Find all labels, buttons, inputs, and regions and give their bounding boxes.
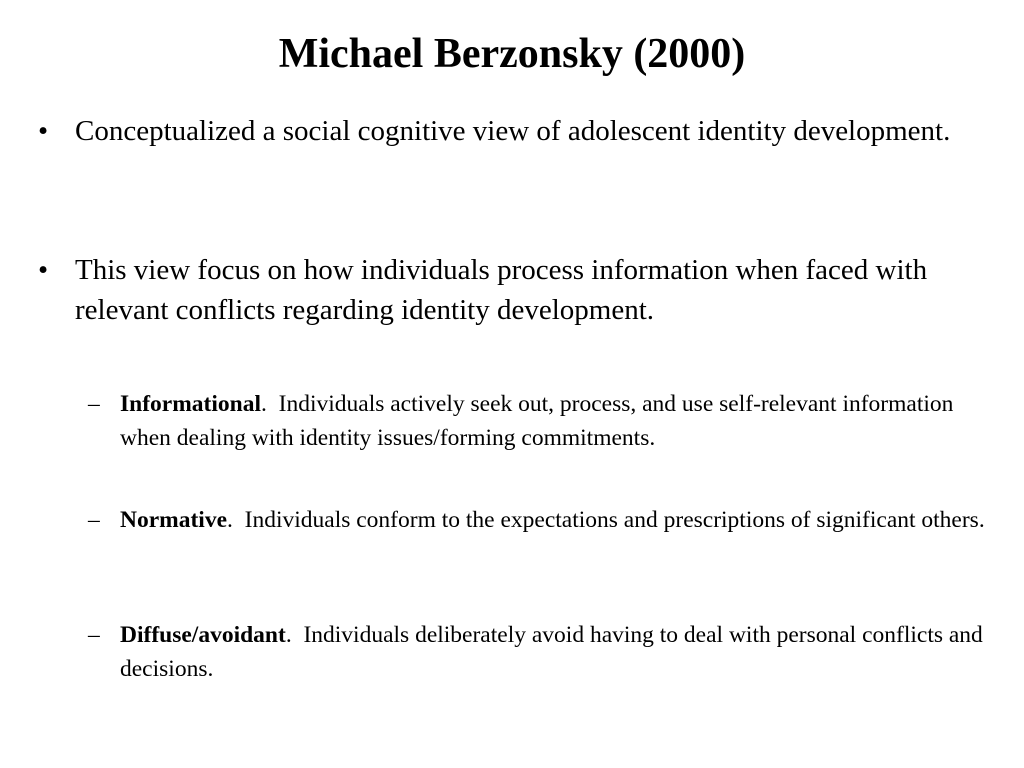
dash-marker: –	[88, 507, 100, 533]
term-separator: .	[285, 622, 304, 648]
dash-marker: –	[88, 391, 100, 417]
sub-bullet-item-diffuse-avoidant	[88, 618, 998, 686]
sub-bullet-content	[120, 387, 998, 455]
dash-marker: –	[88, 622, 100, 648]
bullet-item	[38, 250, 988, 330]
slide-title: Michael Berzonsky (2000)	[278, 31, 746, 77]
bullet-marker: •	[38, 115, 49, 147]
term-separator: .	[227, 507, 245, 533]
sub-bullet-content	[120, 618, 998, 686]
style-description: Individuals deliberately avoid having to deal with personal conflicts and decisions.	[120, 622, 983, 682]
sub-bullet-item-informational	[88, 387, 998, 455]
term-separator: .	[261, 391, 279, 417]
style-term: Informational	[120, 391, 261, 417]
style-term: Normative	[120, 507, 228, 533]
sub-bullet-content	[120, 503, 998, 537]
bullet-text: Conceptualized a social cognitive view of adolescent identity development.	[75, 115, 951, 147]
style-description: Individuals actively seek out, process, and use self-relevant information when dealing with identity issues/forming commitments.	[120, 391, 954, 451]
sub-bullet-item-normative	[88, 503, 998, 537]
bullet-marker: •	[38, 254, 49, 286]
style-description: Individuals conform to the expectations and prescriptions of significant others.	[244, 507, 985, 533]
style-term: Diffuse/avoidant	[120, 622, 286, 648]
bullet-text: This view focus on how individuals process information when faced with relevant conflicts regarding identity development.	[75, 254, 928, 326]
bullet-item	[38, 111, 988, 151]
